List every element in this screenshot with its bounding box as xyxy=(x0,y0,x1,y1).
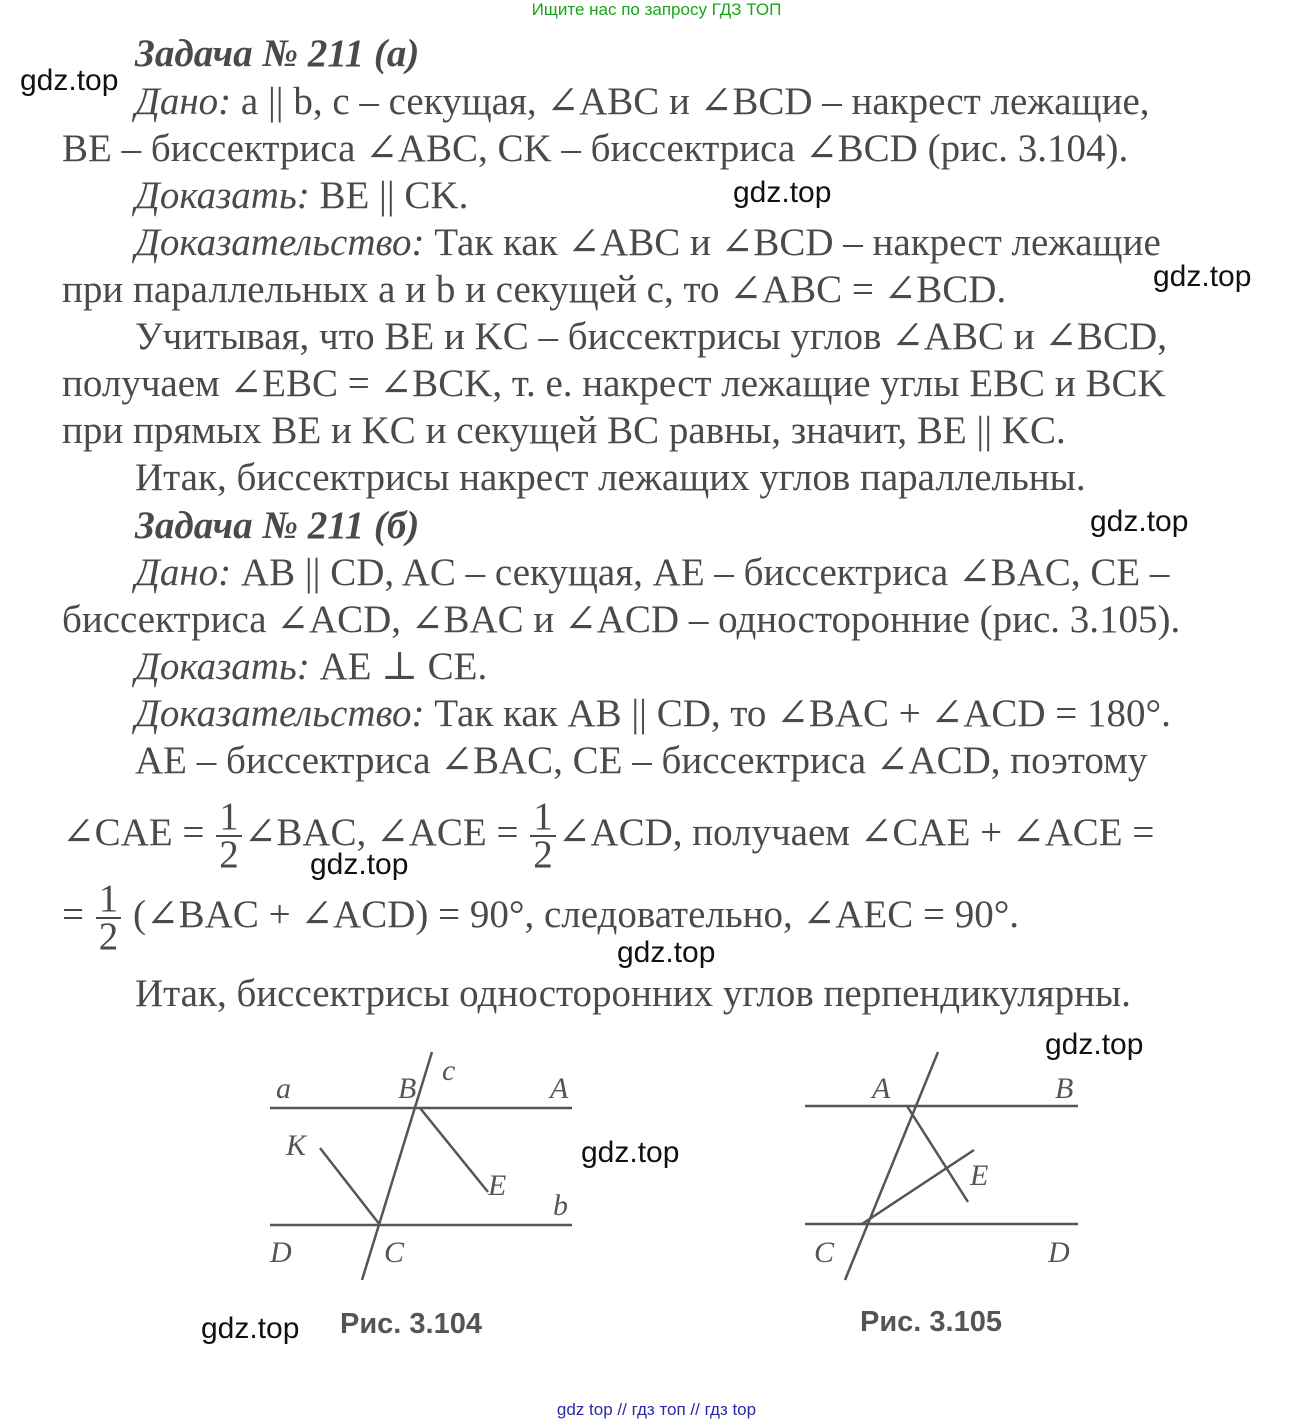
label-E: E xyxy=(970,1159,989,1192)
watermark: gdz.top xyxy=(1090,505,1189,538)
task-a-title: Задача № 211 (а) xyxy=(135,32,420,75)
task-b-prove-label: Доказать: xyxy=(135,645,310,688)
fraction-half xyxy=(96,877,122,959)
task-b-given-text-1: AB || CD, AC – секущая, AE – биссектриса ∠BAC, CE – xyxy=(231,551,1170,594)
task-a-given-line-2: BE – биссектриса ∠ABC, CK – биссектриса ∠BCD (рис. 3.104). xyxy=(62,127,1129,170)
watermark: gdz.top xyxy=(733,176,832,209)
task-a-proof-line-3: Учитывая, что BE и KC – биссектрисы углов ∠ABC и ∠BCD, xyxy=(135,315,1167,358)
label-A: A xyxy=(872,1072,891,1105)
task-a-given-label: Дано: xyxy=(135,80,232,123)
fraction-denominator: 2 xyxy=(533,833,553,877)
fraction-denominator: 2 xyxy=(219,833,239,877)
fraction-numerator: 1 xyxy=(530,799,556,837)
fraction-denominator: 2 xyxy=(98,915,119,959)
label-A: A xyxy=(550,1072,569,1105)
task-b-proof-line-2: AE – биссектриса ∠BAC, CE – биссектриса ∠ACD, поэтому xyxy=(135,739,1148,782)
task-b-prove-text: AE ⊥ CE. xyxy=(309,645,488,688)
watermark: gdz.top xyxy=(1153,260,1252,293)
task-a-proof-line-5: при прямых BE и KC и секущей BC равны, значит, BE || KC. xyxy=(62,409,1066,452)
task-b-equation-2 xyxy=(62,870,1019,960)
bisector-CK xyxy=(320,1148,380,1225)
task-b-title: Задача № 211 (б) xyxy=(135,504,420,547)
task-b-given-line-2: биссектриса ∠ACD, ∠BAC и ∠ACD – односторонние (рис. 3.105). xyxy=(62,598,1181,641)
label-K: K xyxy=(286,1129,307,1162)
watermark: gdz.top xyxy=(581,1136,680,1169)
secant-AC xyxy=(845,1052,938,1280)
eq1-part-b: ∠BAC, ∠ACE = xyxy=(243,811,529,854)
label-D: D xyxy=(1048,1236,1070,1269)
task-a-proof-line-4: получаем ∠EBC = ∠BCK, т. е. накрест лежащие углы EBC и BCK xyxy=(62,362,1166,405)
caption-3-105: Рис. 3.105 xyxy=(860,1306,1002,1338)
figure-3-105 xyxy=(790,1040,1090,1290)
footer-links[interactable]: gdz top // гдз топ // гдз top xyxy=(556,1400,757,1419)
label-C: C xyxy=(814,1236,835,1269)
watermark: gdz.top xyxy=(310,848,409,881)
task-b-given-label: Дано: xyxy=(135,551,232,594)
task-b-conclusion: Итак, биссектрисы односторонних углов перпендикулярны. xyxy=(135,972,1131,1015)
eq2-part-a: = xyxy=(62,893,94,936)
task-a-conclusion: Итак, биссектрисы накрест лежащих углов параллельны. xyxy=(135,456,1086,499)
label-c: c xyxy=(442,1054,456,1087)
bisector-BE xyxy=(420,1108,488,1192)
task-a-given-line-1 xyxy=(135,78,1150,125)
task-a-prove-label: Доказать: xyxy=(135,174,310,217)
eq1-part-a: ∠CAE = xyxy=(62,811,215,854)
task-a-prove-line xyxy=(135,172,468,219)
task-b-equation-1 xyxy=(62,788,1154,878)
label-B: B xyxy=(398,1072,417,1105)
watermark: gdz.top xyxy=(1045,1028,1144,1061)
label-D: D xyxy=(270,1236,292,1269)
fraction-numerator: 1 xyxy=(96,881,122,919)
task-a-proof-label: Доказательство: xyxy=(135,221,425,264)
fraction-half xyxy=(216,795,242,877)
watermark: gdz.top xyxy=(20,64,119,97)
fraction-half xyxy=(530,795,556,877)
watermark: gdz.top xyxy=(201,1312,300,1345)
label-a: a xyxy=(276,1072,291,1105)
eq1-part-c: ∠ACD, получаем ∠CAE + ∠ACE = xyxy=(557,811,1155,854)
task-b-proof-label: Доказательство: xyxy=(135,692,425,735)
task-b-prove-line xyxy=(135,643,487,690)
task-a-proof-line-2: при параллельных a и b и секущей c, то ∠ABC = ∠BCD. xyxy=(62,268,1007,311)
fraction-numerator: 1 xyxy=(216,799,242,837)
task-a-given-text-1: a || b, c – секущая, ∠ABC и ∠BCD – накрест лежащие, xyxy=(231,80,1150,123)
task-a-proof-text-1: Так как ∠ABC и ∠BCD – накрест лежащие xyxy=(424,221,1161,264)
task-b-proof-text-1: Так как AB || CD, то ∠BAC + ∠ACD = 180°. xyxy=(424,692,1171,735)
label-b: b xyxy=(553,1189,568,1222)
task-b-given-line-1 xyxy=(135,549,1169,596)
task-a-proof-line-1 xyxy=(135,219,1161,266)
watermark: gdz.top xyxy=(617,936,716,969)
eq2-part-b: (∠BAC + ∠ACD) = 90°, следовательно, ∠AEC = 90°. xyxy=(123,893,1020,936)
caption-3-104: Рис. 3.104 xyxy=(340,1308,482,1340)
figure-3-104 xyxy=(250,1040,590,1290)
search-banner[interactable]: Ищите нас по запросу ГДЗ ТОП xyxy=(531,0,782,19)
label-B: B xyxy=(1055,1072,1074,1105)
task-b-proof-line-1 xyxy=(135,690,1171,737)
label-E: E xyxy=(488,1169,507,1202)
label-C: C xyxy=(384,1236,405,1269)
task-a-prove-text: BE || CK. xyxy=(309,174,469,217)
